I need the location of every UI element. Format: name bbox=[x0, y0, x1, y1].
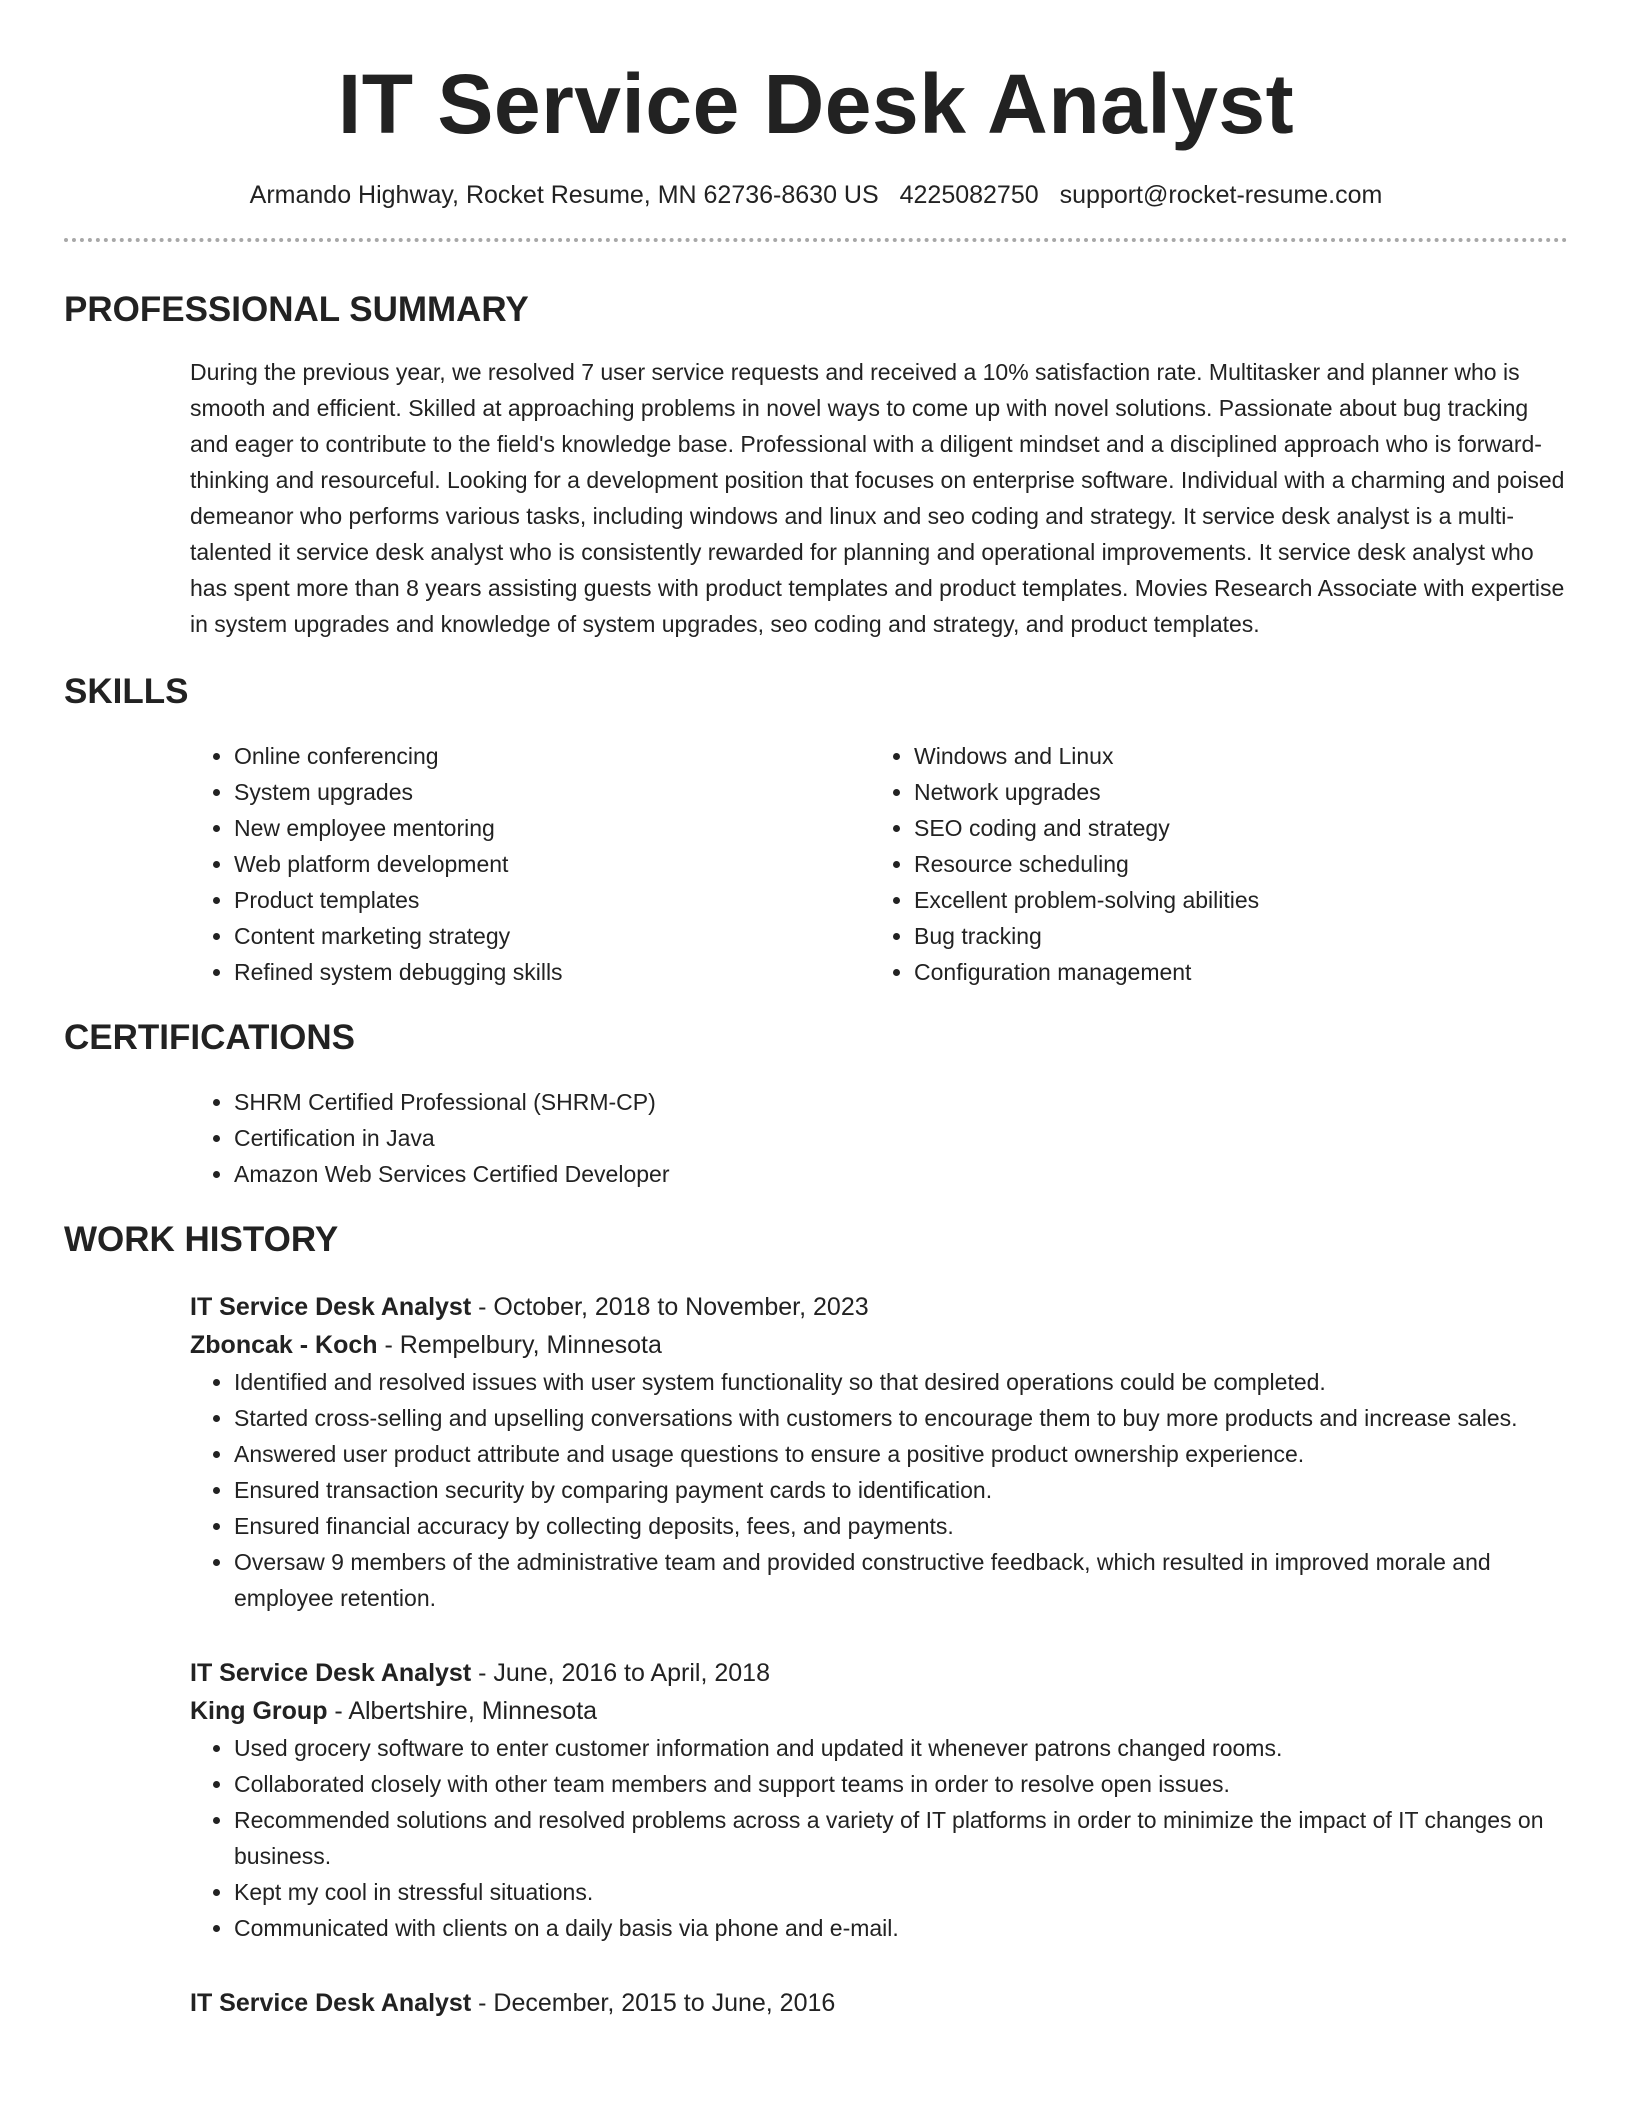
certifications-list bbox=[190, 1084, 1568, 1192]
skill-item: • Excellent problem-solving abilities bbox=[914, 882, 1550, 918]
job-entry bbox=[190, 1984, 1568, 2022]
contact-line bbox=[64, 178, 1568, 212]
job-bullet: • Identified and resolved issues with user system functionality so that desired operations could be completed. bbox=[234, 1364, 1568, 1400]
job-role: IT Service Desk Analyst bbox=[190, 1659, 472, 1687]
job-bullet: • Communicated with clients on a daily basis via phone and e-mail. bbox=[234, 1910, 1568, 1946]
skill-item: • SEO coding and strategy bbox=[914, 810, 1550, 846]
job-title-line bbox=[190, 1984, 1568, 2022]
job-company-line bbox=[190, 1692, 1568, 1730]
skill-item: • Windows and Linux bbox=[914, 738, 1550, 774]
job-entry bbox=[190, 1288, 1568, 1616]
certification-item: • Certification in Java bbox=[234, 1120, 1568, 1156]
skill-item: • Network upgrades bbox=[914, 774, 1550, 810]
skills-column-right bbox=[870, 738, 1550, 990]
skills-list bbox=[190, 738, 1568, 990]
resume-page bbox=[64, 0, 1568, 2022]
section-title-skills: SKILLS bbox=[64, 672, 189, 711]
certification-item: • Amazon Web Services Certified Developer bbox=[234, 1156, 1568, 1192]
skill-item: • Refined system debugging skills bbox=[234, 954, 870, 990]
job-company: King Group bbox=[190, 1697, 328, 1725]
skill-item: • Product templates bbox=[234, 882, 870, 918]
job-bullet: • Ensured transaction security by comparing payment cards to identification. bbox=[234, 1472, 1568, 1508]
contact-phone: 4225082750 bbox=[899, 181, 1039, 209]
contact-email: support@rocket-resume.com bbox=[1059, 181, 1383, 209]
job-bullet: • Kept my cool in stressful situations. bbox=[234, 1874, 1568, 1910]
job-company-line bbox=[190, 1326, 1568, 1364]
job-bullet: • Started cross-selling and upselling conversations with customers to encourage them to buy more products and increase sales. bbox=[234, 1400, 1568, 1436]
job-bullet: • Answered user product attribute and usage questions to ensure a positive product ownership experience. bbox=[234, 1436, 1568, 1472]
resume-name: IT Service Desk Analyst bbox=[337, 57, 1295, 151]
job-bullet: • Ensured financial accuracy by collecting deposits, fees, and payments. bbox=[234, 1508, 1568, 1544]
job-bullet: • Oversaw 9 members of the administrative team and provided constructive feedback, which resulted in improved morale and employee retention. bbox=[234, 1544, 1568, 1616]
skill-item: • Bug tracking bbox=[914, 918, 1550, 954]
section-title-summary: PROFESSIONAL SUMMARY bbox=[64, 290, 529, 329]
skill-item: • Online conferencing bbox=[234, 738, 870, 774]
job-bullets bbox=[190, 1364, 1568, 1616]
skill-item: • Configuration management bbox=[914, 954, 1550, 990]
contact-address: Armando Highway, Rocket Resume, MN 62736-8630 US bbox=[249, 181, 879, 209]
skill-item: • Web platform development bbox=[234, 846, 870, 882]
certification-item: • SHRM Certified Professional (SHRM-CP) bbox=[234, 1084, 1568, 1120]
job-title-line bbox=[190, 1654, 1568, 1692]
skill-item: • Resource scheduling bbox=[914, 846, 1550, 882]
job-company: Zboncak - Koch bbox=[190, 1331, 378, 1359]
skill-item: • Content marketing strategy bbox=[234, 918, 870, 954]
skill-item: • New employee mentoring bbox=[234, 810, 870, 846]
skills-column-left bbox=[190, 738, 870, 990]
job-title-line bbox=[190, 1288, 1568, 1326]
job-dates: - June, 2016 to April, 2018 bbox=[471, 1659, 770, 1687]
job-bullet: • Recommended solutions and resolved problems across a variety of IT platforms in order to minimize the impact of IT changes on business. bbox=[234, 1802, 1568, 1874]
job-location: - Albertshire, Minnesota bbox=[327, 1697, 598, 1725]
job-bullet: • Used grocery software to enter customer information and updated it whenever patrons changed rooms. bbox=[234, 1730, 1568, 1766]
job-entry bbox=[190, 1654, 1568, 1946]
job-dates: - October, 2018 to November, 2023 bbox=[471, 1293, 869, 1321]
job-bullet: • Collaborated closely with other team members and support teams in order to resolve open issues. bbox=[234, 1766, 1568, 1802]
job-bullets bbox=[190, 1730, 1568, 1946]
section-title-work-history: WORK HISTORY bbox=[64, 1220, 339, 1259]
header-divider bbox=[64, 238, 1568, 242]
skill-item: • System upgrades bbox=[234, 774, 870, 810]
job-dates: - December, 2015 to June, 2016 bbox=[471, 1989, 836, 2017]
job-role: IT Service Desk Analyst bbox=[190, 1989, 472, 2017]
job-location: - Rempelbury, Minnesota bbox=[377, 1331, 662, 1359]
job-role: IT Service Desk Analyst bbox=[190, 1293, 472, 1321]
section-title-certifications: CERTIFICATIONS bbox=[64, 1018, 356, 1057]
summary-text: During the previous year, we resolved 7 user service requests and received a 10% satisfaction rate. Multitasker and planner who is smooth and efficient. Skilled at approaching problems in novel ways to come up with novel solutions. Passionate about bug tracking and eager to contribute to the field's knowledge base. Professional with a diligent mindset and a disciplined approach who is forward-thinking and resourceful. Looking for a development position that focuses on enterprise software. Individual with a charming and poised demeanor who performs various tasks, including windows and linux and seo coding and strategy. It service desk analyst is a multi-talented it service desk analyst who is consistently rewarded for planning and operational improvements. It service desk analyst who has spent more than 8 years assisting guests with product templates and product templates. Movies Research Associate with expertise in system upgrades and knowledge of system upgrades, seo coding and strategy, and product templates. bbox=[190, 359, 1565, 637]
